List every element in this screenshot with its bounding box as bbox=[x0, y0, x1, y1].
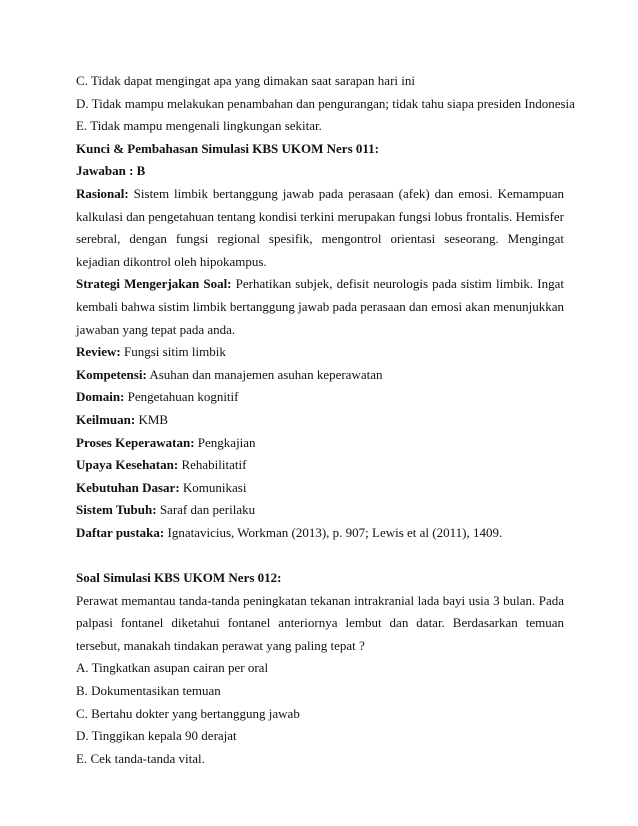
field-value: Saraf dan perilaku bbox=[156, 502, 256, 518]
field-label: Upaya Kesehatan: bbox=[76, 457, 179, 473]
field-label: Review: bbox=[76, 344, 121, 360]
field-label: Sistem Tubuh: bbox=[76, 502, 157, 518]
field-value: Fungsi sitim limbik bbox=[120, 344, 226, 360]
field-proses-keperawatan bbox=[76, 432, 564, 455]
answer-key-heading: Kunci & Pembahasan Simulasi KBS UKOM Ners 011: bbox=[76, 140, 379, 156]
rasional-text: Sistem limbik bertanggung jawab pada perasaan (afek) dan emosi. Kemampuan kalkulasi dan pengetahuan tentang kondisi terkini merupakan fungsi lobus frontalis. Hemisfer serebral, dengan fungsi regional spesifik, mengontrol orientasi seseorang. Mengingat kejadian dikontrol oleh hipokampus. bbox=[76, 185, 564, 269]
rasional-paragraph bbox=[76, 183, 564, 273]
section-spacer bbox=[76, 544, 564, 567]
field-value: Ignatavicius, Workman (2013), p. 907; Lewis et al (2011), 1409. bbox=[164, 524, 503, 540]
prev-option-e: E. Tidak mampu mengenali lingkungan sekitar. bbox=[76, 118, 322, 134]
field-keilmuan bbox=[76, 409, 564, 432]
question-option-a: A. Tingkatkan asupan cairan per oral bbox=[76, 660, 269, 676]
field-label: Keilmuan: bbox=[76, 411, 136, 427]
question-heading: Soal Simulasi KBS UKOM Ners 012: bbox=[76, 570, 282, 586]
strategi-text: Perhatikan subjek, defisit neurologis pada sistim limbik. Ingat kembali bahwa sistim limbik bertanggung jawab pada perasaan dan emosi akan menunjukkan jawaban yang tepat pada anda. bbox=[76, 276, 564, 337]
question-text: Perawat memantau tanda-tanda peningkatan tekanan intrakranial lada bayi usia 3 bulan. Pada palpasi fontanel diketahui fontanel anteriornya lembut dan datar. Berdasarkan temuan tersebut, manakah tindakan perawat yang paling tepat ? bbox=[76, 592, 564, 653]
prev-option-d: D. Tidak mampu melakukan penambahan dan pengurangan; tidak tahu siapa presiden Indonesia bbox=[76, 95, 575, 111]
field-label: Kebutuhan Dasar: bbox=[76, 479, 180, 495]
question-option-c: C. Bertahu dokter yang bertanggung jawab bbox=[76, 705, 300, 721]
field-value: Pengkajian bbox=[194, 434, 256, 450]
strategi-paragraph bbox=[76, 273, 564, 341]
prev-option-c: C. Tidak dapat mengingat apa yang dimakan saat sarapan hari ini bbox=[76, 73, 415, 88]
field-label: Daftar pustaka: bbox=[76, 524, 165, 540]
field-label: Domain: bbox=[76, 389, 125, 405]
rasional-label: Rasional: bbox=[76, 185, 129, 201]
field-review bbox=[76, 341, 564, 364]
strategi-label: Strategi Mengerjakan Soal: bbox=[76, 276, 232, 292]
question-option-d: D. Tinggikan kepala 90 derajat bbox=[76, 728, 237, 744]
field-value: Komunikasi bbox=[179, 479, 247, 495]
field-label: Kompetensi: bbox=[76, 366, 147, 382]
field-kompetensi bbox=[76, 364, 564, 387]
question-option-e: E. Cek tanda-tanda vital. bbox=[76, 750, 205, 766]
field-kebutuhan-dasar bbox=[76, 477, 564, 500]
field-sistem-tubuh bbox=[76, 499, 564, 522]
question-option-b: B. Dokumentasikan temuan bbox=[76, 683, 221, 699]
answer-line: Jawaban : B bbox=[76, 163, 146, 179]
field-domain bbox=[76, 386, 564, 409]
field-value: Asuhan dan manajemen asuhan keperawatan bbox=[146, 366, 383, 382]
field-value: Rehabilitatif bbox=[178, 457, 247, 473]
field-daftar-pustaka bbox=[76, 522, 564, 545]
field-value: Pengetahuan kognitif bbox=[124, 389, 239, 405]
field-value: KMB bbox=[135, 411, 169, 427]
field-label: Proses Keperawatan: bbox=[76, 434, 195, 450]
field-upaya-kesehatan bbox=[76, 454, 564, 477]
